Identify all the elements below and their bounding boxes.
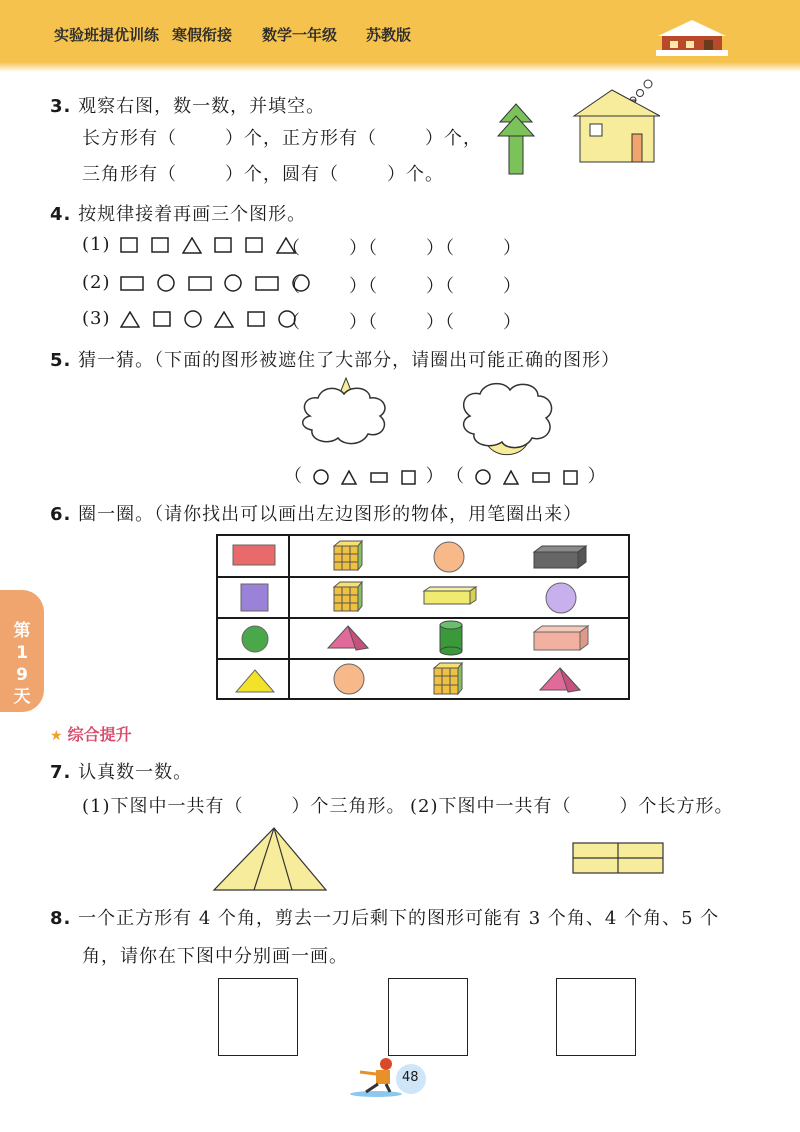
q4-row-3: (3) <box>82 308 299 329</box>
rectangle-shape <box>255 276 279 291</box>
q7-part2[interactable]: (2)下图中一共有（ ）个长方形。 <box>410 796 734 817</box>
q4-blanks-2[interactable]: （ ）（ ）（ ） <box>282 276 522 297</box>
q6-prompt: 6. 圈一圈。（请你找出可以画出左边图形的物体，用笔圈出来） <box>50 504 583 525</box>
q7-rectangle-figure <box>572 842 666 876</box>
table-pyramid[interactable] <box>538 666 582 694</box>
circle-shape <box>475 469 491 485</box>
q4-blanks-3[interactable]: （ ）（ ）（ ） <box>282 312 522 333</box>
square-shape <box>247 311 265 327</box>
table-ball-purple[interactable] <box>544 581 578 615</box>
q4-blanks-1[interactable]: （ ）（ ）（ ） <box>282 238 522 259</box>
triangle-shape <box>214 311 234 328</box>
rectangle-shape <box>532 472 550 483</box>
circle-shape <box>224 274 242 292</box>
q8-line2: 角，请你在下图中分别画一画。 <box>82 946 348 967</box>
square-shape <box>245 237 263 253</box>
q8-square-2[interactable] <box>388 978 468 1056</box>
header-house-icon <box>652 14 732 56</box>
circle-shape <box>184 310 202 328</box>
header-publisher: 苏教版 <box>366 26 412 44</box>
table-ball-orange[interactable] <box>332 662 366 696</box>
square-shape <box>214 237 232 253</box>
table-rubik-cube[interactable] <box>332 581 364 613</box>
table-box-pink[interactable] <box>532 624 590 652</box>
rectangle-shape <box>188 276 212 291</box>
square-shape <box>563 470 578 485</box>
table-pyramid[interactable] <box>326 624 370 652</box>
table-rubik-cube[interactable] <box>332 540 364 572</box>
square-shape <box>153 311 171 327</box>
header-edition: 寒假衔接 <box>172 26 233 44</box>
table-ball-orange[interactable] <box>432 540 466 574</box>
star-icon: ★ <box>50 728 63 744</box>
square-shape <box>401 470 416 485</box>
q3-line1: 长方形有（ ）个，正方形有（ ）个， <box>82 128 482 149</box>
q4-row-1: (1) <box>82 234 299 255</box>
q5-options-2[interactable]: （ ） <box>446 466 607 487</box>
triangle-shape <box>120 311 140 328</box>
table-triangle-yellow <box>234 668 276 694</box>
section-heading: ★ 综合提升 <box>50 725 132 744</box>
q5-prompt: 5. 猜一猜。（下面的图形被遮住了大部分，请圈出可能正确的图形） <box>50 350 621 371</box>
q8-line1: 8. 一个正方形有 4 个角，剪去一刀后剩下的图形可能有 3 个角、4 个角、5 个 <box>50 908 720 929</box>
circle-shape <box>313 469 329 485</box>
header-series: 实验班提优训练 <box>54 26 160 44</box>
q8-square-1[interactable] <box>218 978 298 1056</box>
table-rectangle-red <box>232 544 276 566</box>
table-square-purple <box>240 583 270 613</box>
q3-line2: 三角形有（ ）个，圆有（ ）个。 <box>82 164 444 185</box>
cloud-hiding-circle <box>456 380 556 460</box>
rectangle-shape <box>370 472 388 483</box>
square-shape <box>120 237 138 253</box>
q4-prompt: 4. 按规律接着再画三个图形。 <box>50 204 307 225</box>
q8-square-3[interactable] <box>556 978 636 1056</box>
triangle-shape <box>182 237 202 254</box>
q7-part1[interactable]: (1)下图中一共有（ ）个三角形。 <box>82 796 406 817</box>
table-circle-green <box>240 624 270 654</box>
table-rubik-cube[interactable] <box>432 662 464 696</box>
circle-shape <box>157 274 175 292</box>
side-tab-day: 第19天 <box>0 590 44 712</box>
header-subject: 数学一年级 <box>262 26 338 44</box>
q3-prompt: 3. 观察右图，数一数，并填空。 <box>50 96 326 117</box>
table-cylinder[interactable] <box>438 620 464 656</box>
q4-row-2: (2) <box>82 272 313 293</box>
q7-triangle-figure <box>210 826 330 892</box>
q5-options-1[interactable]: （ ） <box>284 466 445 487</box>
table-box-yellow[interactable] <box>422 585 478 607</box>
triangle-shape <box>503 470 519 485</box>
q7-prompt: 7. 认真数一数。 <box>50 762 193 783</box>
house-figure <box>570 76 670 168</box>
square-shape <box>151 237 169 253</box>
tree-figure <box>494 102 538 176</box>
triangle-shape <box>341 470 357 485</box>
page-number: 48 <box>402 1070 419 1085</box>
table-box-dark[interactable] <box>532 544 588 570</box>
rectangle-shape <box>120 276 144 291</box>
cloud-hiding-triangle <box>296 376 392 452</box>
